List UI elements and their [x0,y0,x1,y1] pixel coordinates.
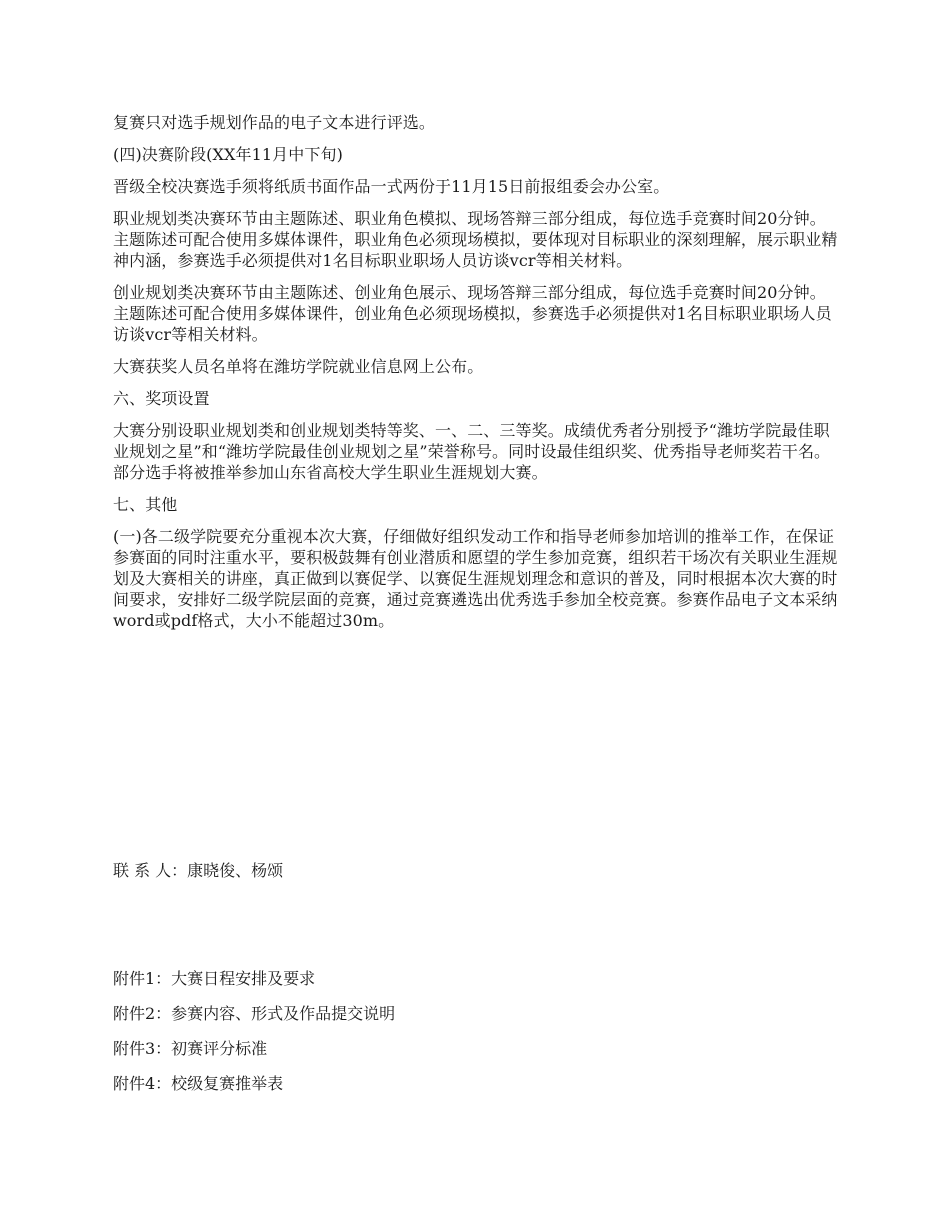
paragraph-startup-final: 创业规划类决赛环节由主题陈述、创业角色展示、现场答辩三部分组成，每位选手竞赛时间20分钟。主题陈述可配合使用多媒体课件，创业角色必须现场模拟，参赛选手必须提供对1名目标职业职场人员访谈vcr等相关材料。 [113,283,832,344]
heading-other: 七、其他 [113,495,178,514]
paragraph-winners-announcement: 大赛获奖人员名单将在潍坊学院就业信息网上公布。 [113,357,484,376]
paragraph-semifinal-review: 复赛只对选手规划作品的电子文本进行评选。 [113,113,436,132]
heading-final-stage: (四)决赛阶段(XX年11月中下旬) [113,145,343,164]
paragraph-awards: 大赛分别设职业规划类和创业规划类特等奖、一、二、三等奖。成绩优秀者分别授予“潍坊学院最佳职业规划之星”和“潍坊学院最佳创业规划之星”荣誉称号。同时设最佳组织奖、优秀指导老师奖若干名。部分选手将被推举参加山东省高校大学生职业生涯规划大赛。 [113,421,831,482]
attachment-item: 附件4：校级复赛推举表 [113,1074,284,1093]
attachment-item: 附件3：初赛评分标准 [113,1039,268,1058]
attachment-item: 附件1：大赛日程安排及要求 [113,969,316,988]
attachment-list [113,968,841,1108]
paragraph-final-submission: 晋级全校决赛选手须将纸质书面作品一式两份于11月15日前报组委会办公室。 [113,177,670,196]
heading-awards: 六、奖项设置 [113,389,210,408]
paragraph-career-final: 职业规划类决赛环节由主题陈述、职业角色模拟、现场答辩三部分组成，每位选手竞赛时间20分钟。主题陈述可配合使用多媒体课件，职业角色必须现场模拟，要体现对目标职业的深刻理解，展示职业精神内涵，参赛选手必须提供对1名目标职业职场人员访谈vcr等相关材料。 [113,209,838,270]
attachment-item: 附件2：参赛内容、形式及作品提交说明 [113,1004,396,1023]
document-body [113,112,841,642]
paragraph-other-item-1: (一)各二级学院要充分重视本次大赛，仔细做好组织发动工作和指导老师参加培训的推举工作，在保证参赛面的同时注重水平，要积极鼓舞有创业潜质和愿望的学生参加竞赛，组织若干场次有关职业生涯规划及大赛相关的讲座，真正做到以赛促学、以赛促生涯规划理念和意识的普及，同时根据本次大赛的时间要求，安排好二级学院层面的竞赛，通过竞赛遴选出优秀选手参加全校竞赛。参赛作品电子文本采纳word或pdf格式，大小不能超过30m。 [113,527,838,630]
contact-persons: 联 系 人：康晓俊、杨颂 [113,861,284,880]
